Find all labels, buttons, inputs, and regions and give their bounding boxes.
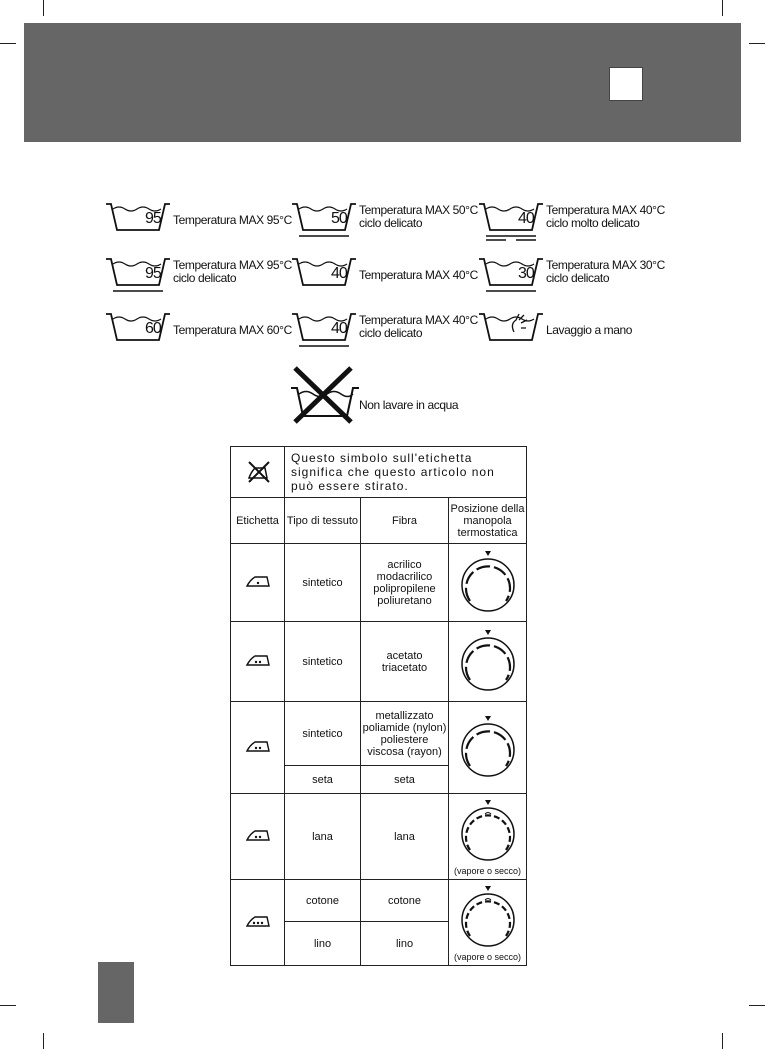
fiber-name: poliamide (nylon) xyxy=(362,721,447,734)
wash-caption-line: ciclo molto delicato xyxy=(546,216,640,230)
iron-label-cell xyxy=(231,880,285,966)
fiber-cell xyxy=(361,880,449,922)
wash-temperature-number: 60 xyxy=(145,320,161,337)
iron-row xyxy=(231,794,527,880)
iron-label-cell xyxy=(231,702,285,794)
hand-wash-icon xyxy=(478,310,544,354)
fiber-name: acetato xyxy=(386,649,423,662)
dial-position-cell xyxy=(449,702,527,794)
fabric-type-cell: sintetico xyxy=(285,544,361,622)
wash-symbol-caption xyxy=(359,269,478,282)
iron-label-cell xyxy=(231,544,285,622)
thermostat-dial-icon xyxy=(456,549,520,613)
dial-position-cell xyxy=(449,794,527,880)
wash-tub-icon xyxy=(478,255,544,299)
header-label: Etichetta xyxy=(231,498,285,544)
fabric-type-cell: sintetico xyxy=(285,702,361,766)
no-iron-icon xyxy=(243,458,273,484)
wash-caption-line: ciclo delicato xyxy=(173,271,237,285)
wash-symbol-caption xyxy=(173,214,292,227)
wash-symbol-caption xyxy=(359,314,478,340)
fiber-cell xyxy=(361,794,449,880)
header-dial: Posizione della manopola termostatica xyxy=(449,498,527,544)
fiber-name: cotone xyxy=(387,894,422,907)
wash-tub-icon xyxy=(291,200,357,244)
wash-caption-line: ciclo delicato xyxy=(546,271,610,285)
fabric-type-cell: seta xyxy=(285,766,361,794)
wash-symbol xyxy=(291,310,477,354)
fiber-name: polipropilene xyxy=(373,582,436,595)
wash-caption-line: Lavaggio a mano xyxy=(546,323,633,337)
fiber-cell: lino xyxy=(361,922,449,966)
fabric-type-cell: sintetico xyxy=(285,622,361,702)
fiber-name: metallizzato xyxy=(375,709,434,722)
thermostat-dial-icon xyxy=(456,798,520,862)
fiber-cell xyxy=(361,544,449,622)
wash-caption-line: Temperatura MAX 30°C xyxy=(546,258,665,272)
language-tab-box xyxy=(609,67,643,101)
iron-row xyxy=(231,702,527,766)
iron-dots-1-icon xyxy=(245,573,271,589)
iron-dots-2-icon xyxy=(245,827,271,843)
dial-position-cell xyxy=(449,880,527,966)
wash-symbol xyxy=(105,200,291,244)
fabric-type-cell: lana xyxy=(285,794,361,880)
fiber-name: acrilico xyxy=(387,558,422,571)
dial-note: (vapore o secco) xyxy=(453,951,522,962)
wash-temperature-number: 50 xyxy=(331,210,347,227)
fiber-cell xyxy=(361,622,449,702)
iron-label-cell xyxy=(231,794,285,880)
page-side-tab xyxy=(98,962,134,1023)
fiber-name: lana xyxy=(394,830,415,843)
wash-symbol xyxy=(478,310,664,354)
wash-symbol xyxy=(478,200,664,244)
wash-temperature-number: 40 xyxy=(331,265,347,282)
dial-note: (vapore o secco) xyxy=(453,865,522,876)
fiber-name: viscosa (rayon) xyxy=(367,745,442,758)
crop-mark xyxy=(43,1033,44,1049)
wash-caption-line: Temperatura MAX 50°C xyxy=(359,203,478,217)
no-wash-icon xyxy=(289,364,359,424)
iron-label-cell xyxy=(231,622,285,702)
wash-symbol-caption xyxy=(359,204,478,230)
wash-tub-icon xyxy=(105,310,171,354)
header-fabric: Tipo di tessuto xyxy=(285,498,361,544)
wash-caption-line: Temperatura MAX 95°C xyxy=(173,213,292,227)
wash-symbol xyxy=(478,255,664,299)
crop-mark xyxy=(0,43,16,44)
dial-position-cell xyxy=(449,544,527,622)
wash-temperature-number: 30 xyxy=(518,265,534,282)
crop-mark xyxy=(749,1005,765,1006)
no-iron-cell xyxy=(231,447,285,498)
fiber-cell xyxy=(361,702,449,766)
wash-caption-line: Temperatura MAX 40°C xyxy=(546,203,665,217)
wash-symbol-caption xyxy=(546,259,665,285)
thermostat-dial-icon xyxy=(456,714,520,778)
wash-symbol-caption xyxy=(546,204,665,230)
no-wash-label: Non lavare in acqua xyxy=(359,398,459,412)
wash-caption-line: Temperatura MAX 95°C xyxy=(173,258,292,272)
iron-dots-2-icon xyxy=(245,738,271,754)
no-iron-note: Questo simbolo sull'etichetta significa che questo articolo non può essere stirato. xyxy=(285,447,527,498)
wash-symbol-caption xyxy=(173,324,292,337)
crop-mark xyxy=(0,1005,16,1006)
wash-temperature-number: 40 xyxy=(518,210,534,227)
wash-symbol-caption xyxy=(173,259,292,285)
thermostat-dial-icon xyxy=(456,628,520,692)
header-fiber: Fibra xyxy=(361,498,449,544)
wash-temperature-number: 95 xyxy=(145,210,161,227)
fiber-name: poliuretano xyxy=(377,594,432,607)
wash-tub-icon xyxy=(478,200,544,244)
thermostat-dial-icon xyxy=(456,884,520,948)
fiber-name: poliestere xyxy=(380,733,429,746)
iron-row xyxy=(231,622,527,702)
fabric-type-cell: cotone xyxy=(285,880,361,922)
iron-dots-3-icon xyxy=(245,913,271,929)
wash-temperature-number: 40 xyxy=(331,320,347,337)
fabric-type-cell: lino xyxy=(285,922,361,966)
iron-dots-2-icon xyxy=(245,652,271,668)
wash-tub-icon xyxy=(291,255,357,299)
fiber-name: triacetato xyxy=(381,661,428,674)
iron-row xyxy=(231,880,527,922)
crop-mark xyxy=(43,0,44,16)
wash-caption-line: Temperatura MAX 60°C xyxy=(173,323,292,337)
wash-symbol xyxy=(291,255,477,299)
wash-temperature-number: 95 xyxy=(145,265,161,282)
iron-row xyxy=(231,544,527,622)
wash-tub-icon xyxy=(105,255,171,299)
wash-caption-line: Temperatura MAX 40°C xyxy=(359,268,478,282)
dial-position-cell xyxy=(449,622,527,702)
wash-tub-icon xyxy=(291,310,357,354)
crop-mark xyxy=(722,0,723,16)
wash-symbol xyxy=(105,255,291,299)
crop-mark xyxy=(749,43,765,44)
wash-caption-line: ciclo delicato xyxy=(359,216,423,230)
wash-symbol xyxy=(291,200,477,244)
wash-tub-icon xyxy=(105,200,171,244)
crop-mark xyxy=(722,1033,723,1049)
wash-symbol-caption xyxy=(546,324,632,337)
ironing-table xyxy=(230,446,527,966)
wash-caption-line: ciclo delicato xyxy=(359,326,423,340)
wash-symbol xyxy=(105,310,291,354)
no-wash-symbol xyxy=(289,364,469,424)
fiber-cell: seta xyxy=(361,766,449,794)
fiber-name: modacrilico xyxy=(376,570,433,583)
wash-caption-line: Temperatura MAX 40°C xyxy=(359,313,478,327)
